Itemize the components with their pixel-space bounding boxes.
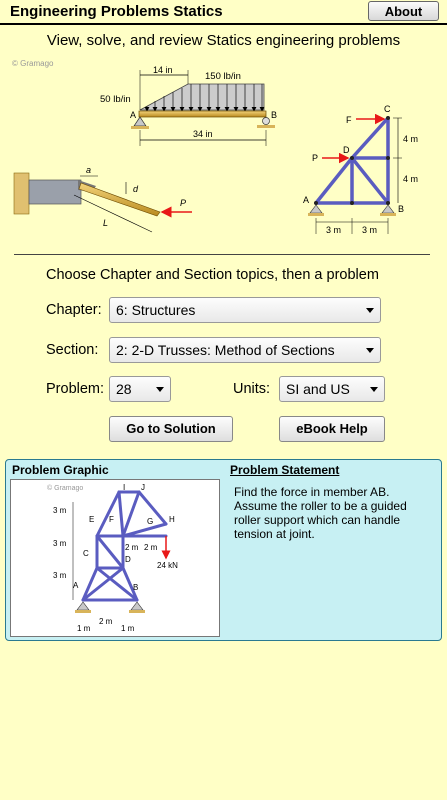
beam-dim-top: 14 in: [153, 65, 173, 75]
dim-h2: 3 m: [53, 539, 67, 548]
problem-label: Problem:: [46, 381, 105, 397]
dim-w3: 2 m: [99, 617, 113, 626]
ebook-help-button[interactable]: eBook Help: [279, 416, 385, 442]
units-label: Units:: [233, 381, 271, 397]
label-j: J: [141, 483, 145, 492]
truss-dim-h2: 4 m: [403, 174, 419, 184]
chevron-down-icon: [150, 377, 170, 401]
label-b: B: [133, 583, 139, 592]
truss-dim-h1: 4 m: [403, 134, 419, 144]
label-h: H: [169, 515, 175, 524]
truss-label-p: P: [312, 153, 319, 163]
lever-label-d: d: [133, 184, 139, 194]
dim-w1: 2 m: [125, 543, 139, 552]
load-label: 24 kN: [157, 561, 178, 570]
beam-label-a: A: [130, 110, 137, 120]
lever-label-l: L: [103, 218, 109, 228]
label-g: G: [147, 517, 154, 526]
about-button[interactable]: About: [368, 1, 439, 21]
problem-statement-text: Find the force in member AB. Assume the roller to be a guided roller support which can handle tension at joint.: [234, 485, 407, 541]
problem-select[interactable]: [109, 376, 171, 402]
label-d: D: [125, 555, 131, 564]
problem-graphic-heading: Problem Graphic: [12, 463, 109, 477]
chapter-value: 6: Structures: [116, 302, 196, 318]
problem-statement-heading: Problem Statement: [230, 463, 340, 477]
hero-illustration: [0, 56, 447, 246]
beam-dim-bottom: 34 in: [193, 129, 213, 139]
problem-truss-drawing: [11, 480, 219, 636]
section-value: 2: 2-D Trusses: Method of Sections: [116, 342, 335, 358]
units-value: SI and US: [286, 381, 350, 397]
hero-watermark: © Gramago: [12, 59, 54, 68]
label-i: I: [123, 483, 126, 492]
problem-graphic: [10, 479, 220, 637]
chevron-down-icon: [364, 377, 384, 401]
dim-h1: 3 m: [53, 506, 67, 515]
dim-w4: 1 m: [77, 624, 91, 633]
beam-diagram: [100, 65, 277, 146]
dim-h3: 3 m: [53, 571, 67, 580]
dim-w2: 2 m: [144, 543, 158, 552]
beam-load-right: 150 lb/in: [205, 71, 241, 82]
chapter-label: Chapter:: [46, 302, 102, 318]
problem-watermark: © Gramago: [47, 485, 84, 492]
lever-label-a: a: [86, 165, 92, 175]
chevron-down-icon: [360, 298, 380, 322]
units-select[interactable]: [279, 376, 385, 402]
form-heading: Choose Chapter and Section topics, then a problem: [46, 267, 379, 283]
label-a: A: [73, 581, 79, 590]
section-select[interactable]: [109, 337, 381, 363]
truss-label-d: D: [343, 145, 350, 155]
problem-value: 28: [116, 381, 132, 397]
lever-label-p: P: [180, 198, 187, 208]
app-title: Engineering Problems Statics: [10, 3, 223, 20]
lever-diagram: [14, 165, 192, 232]
truss-dim-w1: 3 m: [326, 225, 342, 235]
section-divider: [14, 254, 430, 255]
truss-label-c: C: [384, 104, 391, 114]
problem-panel: [5, 459, 442, 641]
truss-label-a: A: [303, 195, 310, 205]
chapter-select[interactable]: [109, 297, 381, 323]
section-label: Section:: [46, 342, 99, 358]
label-c: C: [83, 549, 89, 558]
beam-label-b: B: [271, 110, 278, 120]
truss-dim-w2: 3 m: [362, 225, 378, 235]
dim-w5: 1 m: [121, 624, 135, 633]
chevron-down-icon: [360, 338, 380, 362]
label-e: E: [89, 515, 95, 524]
truss-label-f: F: [346, 115, 352, 125]
beam-load-left: 50 lb/in: [100, 94, 131, 105]
go-to-solution-button[interactable]: Go to Solution: [109, 416, 233, 442]
truss-diagram: [303, 104, 418, 235]
label-f: F: [109, 515, 114, 524]
title-bar: [0, 0, 447, 25]
truss-label-b: B: [398, 204, 405, 214]
intro-subtitle: View, solve, and review Statics engineering problems: [46, 32, 401, 49]
